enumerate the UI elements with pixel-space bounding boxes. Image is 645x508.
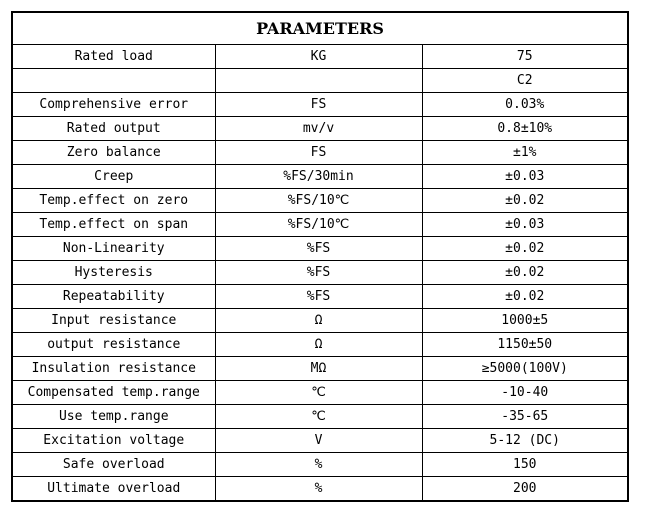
value-cell: ±0.02	[422, 261, 627, 285]
table-header-row	[13, 13, 627, 45]
table-row	[13, 381, 627, 405]
value-cell: ±0.03	[422, 213, 627, 237]
parameter-name-cell: Rated output	[13, 117, 215, 141]
parameter-name-cell: Rated load	[13, 45, 215, 69]
unit-cell: V	[215, 429, 422, 453]
value-cell: ±1%	[422, 141, 627, 165]
parameter-name-cell: Ultimate overload	[13, 477, 215, 501]
parameter-name-cell: Creep	[13, 165, 215, 189]
value-cell: C2	[422, 69, 627, 93]
unit-cell: %FS/30min	[215, 165, 422, 189]
parameters-table	[13, 13, 627, 500]
unit-cell: Ω	[215, 309, 422, 333]
unit-cell: %	[215, 453, 422, 477]
unit-cell: %FS	[215, 237, 422, 261]
unit-cell: %FS/10℃	[215, 189, 422, 213]
table-row	[13, 477, 627, 501]
table-row	[13, 189, 627, 213]
parameter-name-cell: Use temp.range	[13, 405, 215, 429]
unit-cell: %FS/10℃	[215, 213, 422, 237]
parameter-name-cell: Input resistance	[13, 309, 215, 333]
table-title: PARAMETERS	[13, 13, 627, 45]
table-row	[13, 429, 627, 453]
parameter-name-cell: Safe overload	[13, 453, 215, 477]
table-body	[13, 45, 627, 501]
table-row	[13, 285, 627, 309]
unit-cell: mv/v	[215, 117, 422, 141]
parameter-name-cell: Repeatability	[13, 285, 215, 309]
table-row	[13, 165, 627, 189]
table-row	[13, 333, 627, 357]
parameter-name-cell: Zero balance	[13, 141, 215, 165]
table-row	[13, 405, 627, 429]
parameter-name-cell: Temp.effect on zero	[13, 189, 215, 213]
unit-cell: FS	[215, 93, 422, 117]
table-row	[13, 69, 627, 93]
table-row	[13, 213, 627, 237]
value-cell: ≥5000(100V)	[422, 357, 627, 381]
parameter-name-cell: Insulation resistance	[13, 357, 215, 381]
value-cell: -35-65	[422, 405, 627, 429]
value-cell: 200	[422, 477, 627, 501]
table-row	[13, 357, 627, 381]
unit-cell: Ω	[215, 333, 422, 357]
table-row	[13, 93, 627, 117]
unit-cell: MΩ	[215, 357, 422, 381]
value-cell: 5-12 (DC)	[422, 429, 627, 453]
unit-cell: KG	[215, 45, 422, 69]
unit-cell: %FS	[215, 285, 422, 309]
unit-cell: %	[215, 477, 422, 501]
table-row	[13, 237, 627, 261]
unit-cell: %FS	[215, 261, 422, 285]
value-cell: 0.03%	[422, 93, 627, 117]
parameter-name-cell	[13, 69, 215, 93]
table-row	[13, 309, 627, 333]
unit-cell	[215, 69, 422, 93]
value-cell: ±0.03	[422, 165, 627, 189]
unit-cell: ℃	[215, 381, 422, 405]
table-row	[13, 117, 627, 141]
value-cell: 0.8±10%	[422, 117, 627, 141]
value-cell: 150	[422, 453, 627, 477]
table-row	[13, 453, 627, 477]
value-cell: ±0.02	[422, 189, 627, 213]
parameter-name-cell: Temp.effect on span	[13, 213, 215, 237]
parameter-name-cell: Excitation voltage	[13, 429, 215, 453]
unit-cell: FS	[215, 141, 422, 165]
parameter-name-cell: Comprehensive error	[13, 93, 215, 117]
parameter-name-cell: Non-Linearity	[13, 237, 215, 261]
value-cell: ±0.02	[422, 237, 627, 261]
parameter-name-cell: Hysteresis	[13, 261, 215, 285]
table-row	[13, 45, 627, 69]
value-cell: 1150±50	[422, 333, 627, 357]
unit-cell: ℃	[215, 405, 422, 429]
table-row	[13, 141, 627, 165]
parameter-name-cell: Compensated temp.range	[13, 381, 215, 405]
value-cell: ±0.02	[422, 285, 627, 309]
value-cell: -10-40	[422, 381, 627, 405]
parameter-name-cell: output resistance	[13, 333, 215, 357]
parameters-sheet	[11, 11, 629, 502]
table-row	[13, 261, 627, 285]
value-cell: 75	[422, 45, 627, 69]
value-cell: 1000±5	[422, 309, 627, 333]
